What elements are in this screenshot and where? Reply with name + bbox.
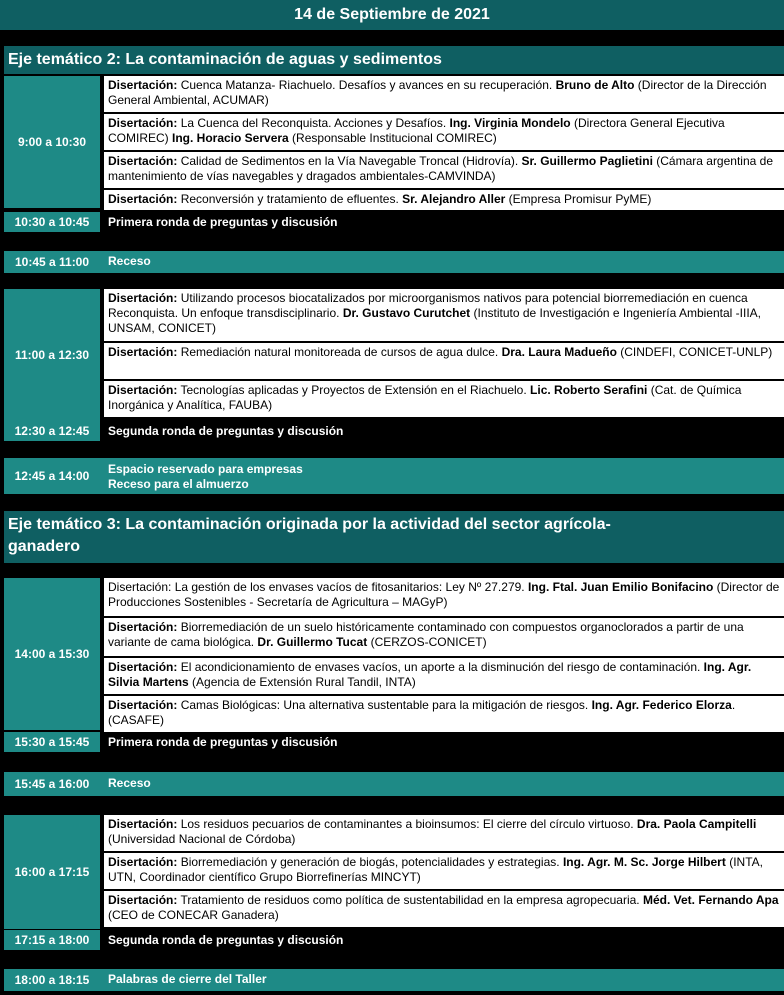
qa-label: Primera ronda de preguntas y discusión [108, 215, 338, 229]
talk-label: Disertación: [108, 855, 178, 869]
talk-affiliation: (CINDEFI, CONICET-UNLP) [616, 345, 773, 359]
qa-label: Primera ronda de preguntas y discusión [108, 735, 338, 749]
break-line-1: Espacio reservado para empresas [108, 462, 303, 476]
session-time: 9:00 a 10:30 [4, 76, 100, 208]
talk-speaker: Sr. Guillermo Paglietini [521, 154, 653, 168]
talk-title: Biorremediación y generación de biogás, potencialidades y estrategias. [177, 855, 563, 869]
break-line-2: Receso para el almuerzo [108, 477, 249, 491]
talk-list [104, 289, 784, 419]
qa-row [4, 212, 784, 232]
talk-speaker: Dr. Guillermo Tucat [257, 635, 368, 649]
talk-speaker: Lic. Roberto Serafini [530, 383, 648, 397]
qa-row [4, 732, 784, 752]
talk-affiliation: (Empresa Promisur PyME) [505, 192, 652, 206]
talk-label: Disertación: [108, 817, 178, 831]
break-label: Palabras de cierre del Taller [108, 972, 267, 986]
talk-speaker: Dra. Paola Campitelli [636, 817, 757, 831]
talk-speaker: Ing. Agr. M. Sc. Jorge Hilbert [562, 855, 726, 869]
break-strip-4 [4, 969, 784, 991]
talk-item [104, 381, 784, 417]
talk-label: Disertación: [108, 78, 178, 92]
theme-header-2: Eje temático 2: La contaminación de aguas y sedimentos [4, 46, 784, 74]
talk-item [104, 152, 784, 188]
talk-list [104, 815, 784, 929]
break-strip-2 [4, 458, 784, 494]
talk-speaker-2: Ing. Horacio Servera [172, 131, 289, 145]
qa-time: 15:30 a 15:45 [4, 732, 100, 752]
talk-item [104, 289, 784, 341]
talk-speaker: Ing. Virginia Mondelo [449, 116, 571, 130]
talk-label: Disertación: [108, 291, 178, 305]
talk-label: Disertación: [108, 580, 172, 594]
break-strip-1 [4, 251, 784, 273]
talk-item [104, 190, 784, 210]
date-header: 14 de Septiembre de 2021 [0, 0, 784, 30]
session-time: 11:00 a 12:30 [4, 289, 100, 421]
qa-time: 17:15 a 18:00 [4, 930, 100, 950]
qa-label: Segunda ronda de preguntas y discusión [108, 424, 344, 438]
talk-title: Calidad de Sedimentos en la Vía Navegable Troncal (Hidrovía). [177, 154, 522, 168]
session-time: 16:00 a 17:15 [4, 815, 100, 929]
talk-speaker: Dra. Laura Madueño [501, 345, 617, 359]
break-strip-3 [4, 772, 784, 796]
break-time: 15:45 a 16:00 [14, 777, 90, 791]
talk-title: Biorremediación de un suelo históricamente contaminado con compuestos organoclorados a partir de una variante de cama biológica. [108, 620, 744, 649]
qa-row [4, 930, 784, 950]
talk-affiliation: (CEO de CONECAR Ganadera) [108, 908, 279, 922]
break-label: Receso [108, 254, 151, 268]
talk-item [104, 618, 784, 656]
talk-title: La Cuenca del Reconquista. Acciones y Desafíos. [177, 116, 450, 130]
talk-list [104, 76, 784, 212]
theme-title-line-2: ganadero [8, 538, 81, 555]
talk-affiliation: . (CASAFE) [108, 698, 736, 727]
talk-title: Utilizando procesos biocatalizados por microorganismos nativos para potencial biorremediación en cuenca Reconquista. Un enfoque transdisciplinario. [108, 291, 748, 320]
talk-item [104, 658, 784, 694]
talk-label: Disertación: [108, 192, 178, 206]
talk-affiliation: (Cat. de Química Inorgánica y Analítica, FAUBA) [108, 383, 742, 412]
talk-list [104, 578, 784, 734]
talk-affiliation: (Agencia de Extensión Rural Tandil, INTA) [188, 675, 416, 689]
talk-affiliation: (Director de Producciones Sostenibles - Secretaría de Agricultura – MAGyP) [108, 580, 780, 609]
talk-label: Disertación: [108, 383, 178, 397]
talk-title: Reconversión y tratamiento de efluentes. [177, 192, 403, 206]
qa-time: 12:30 a 12:45 [4, 421, 100, 441]
talk-item [104, 578, 784, 616]
talk-speaker: Ing. Ftal. Juan Emilio Bonifacino [527, 580, 714, 594]
break-label [104, 462, 303, 492]
talk-title: Los residuos pecuarios de contaminantes a bioinsumos: El cierre del círculo virtuoso. [177, 817, 637, 831]
theme-title-line-1: Eje temático 3: La contaminación originada por la actividad del sector agrícola- [8, 516, 611, 533]
talk-item [104, 891, 784, 927]
talk-title: Camas Biológicas: Una alternativa sustentable para la mitigación de riesgos. [177, 698, 592, 712]
talk-label: Disertación: [108, 893, 178, 907]
talk-affiliation: (Directora General Ejecutiva COMIREC) [108, 116, 725, 145]
break-label: Receso [108, 776, 151, 790]
talk-label: Disertación: [108, 154, 178, 168]
talk-label: Disertación: [108, 698, 178, 712]
break-time: 10:45 a 11:00 [14, 255, 90, 269]
talk-title: La gestión de los envases vacíos de fitosanitarios: Ley Nº 27.279. [171, 580, 528, 594]
talk-speaker: Ing. Agr. Silvia Martens [108, 660, 752, 689]
theme-header-3 [4, 511, 784, 563]
talk-affiliation: (Instituto de Investigación e Ingeniería Ambiental -IIIA, UNSAM, CONICET) [108, 306, 762, 335]
talk-speaker: Méd. Vet. Fernando Apa [642, 893, 779, 907]
talk-affiliation: (INTA, UTN, Coordinador científico Grupo Biorrefinerías MINCYT) [108, 855, 763, 884]
talk-item [104, 853, 784, 889]
qa-time: 10:30 a 10:45 [4, 212, 100, 232]
break-time: 18:00 a 18:15 [14, 973, 90, 987]
talk-title: Tratamiento de residuos como política de sustentabilidad en la empresa agropecuaria. [177, 893, 643, 907]
talk-title: El acondicionamiento de envases vacíos, un aporte a la disminución del riesgo de contaminación. [177, 660, 704, 674]
talk-label: Disertación: [108, 116, 178, 130]
talk-label: Disertación: [108, 345, 178, 359]
talk-item [104, 696, 784, 732]
talk-item [104, 815, 784, 851]
talk-speaker: Ing. Agr. Federico Elorza [591, 698, 732, 712]
talk-label: Disertación: [108, 620, 178, 634]
talk-item [104, 114, 784, 150]
talk-speaker: Bruno de Alto [555, 78, 635, 92]
talk-speaker: Sr. Alejandro Aller [402, 192, 506, 206]
qa-row [4, 421, 784, 441]
talk-affiliation: (CERZOS-CONICET) [367, 635, 487, 649]
talk-title: Cuenca Matanza- Riachuelo. Desafíos y avances en su recuperación. [177, 78, 556, 92]
break-time: 12:45 a 14:00 [14, 469, 90, 483]
session-time: 14:00 a 15:30 [4, 578, 100, 730]
talk-item [104, 76, 784, 112]
talk-affiliation: (Cámara argentina de mantenimiento de vías navegables y dragados ambientales-CAMVINDA) [108, 154, 773, 183]
talk-affiliation-2: (Responsable Institucional COMIREC) [288, 131, 497, 145]
talk-title: Remediación natural monitoreada de cursos de agua dulce. [177, 345, 502, 359]
talk-affiliation: (Universidad Nacional de Córdoba) [108, 832, 296, 846]
talk-affiliation: (Director de la Dirección General Ambiental, ACUMAR) [108, 78, 767, 107]
talk-title: Tecnologías aplicadas y Proyectos de Extensión en el Riachuelo. [177, 383, 531, 397]
talk-label: Disertación: [108, 660, 178, 674]
talk-item [104, 343, 784, 379]
talk-speaker: Dr. Gustavo Curutchet [342, 306, 471, 320]
qa-label: Segunda ronda de preguntas y discusión [108, 933, 344, 947]
